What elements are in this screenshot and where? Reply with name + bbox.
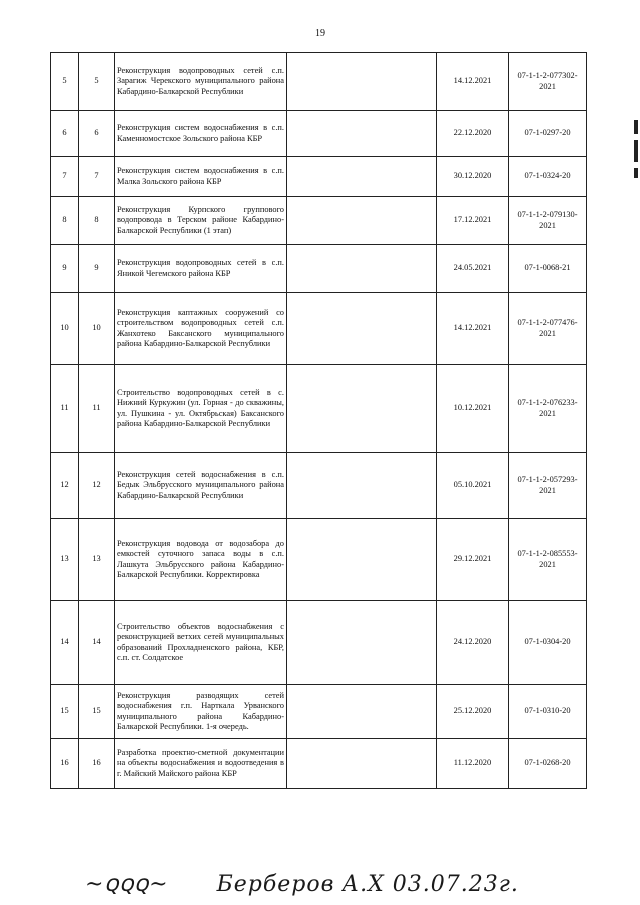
date-cell: 11.12.2020 xyxy=(437,739,509,789)
row-index-cell: 5 xyxy=(79,53,115,111)
signature-text: Берберов А.Х 03.07.23г. xyxy=(216,872,519,897)
expertise-code-cell: 07-1-0310-20 xyxy=(509,685,587,739)
object-description-cell: Реконструкция систем водоснабжения в с.п. Малка Зольского района КБР xyxy=(115,157,287,197)
date-cell: 30.12.2020 xyxy=(437,157,509,197)
blank-cell xyxy=(287,601,437,685)
expertise-code-cell: 07-1-1-2-079130-2021 xyxy=(509,197,587,245)
table-row xyxy=(51,197,587,245)
date-cell: 24.12.2020 xyxy=(437,601,509,685)
table-row xyxy=(51,293,587,365)
row-index-cell: 15 xyxy=(79,685,115,739)
object-description-cell: Реконструкция водопроводных сетей с.п. Зарагиж Черекского муниципального района Кабардино-Балкарской Республики xyxy=(115,53,287,111)
object-description-cell: Реконструкция каптажных сооружений со строительством водопроводных сетей с.п. Жанхотеко Баксанского муниципального района Кабардино-Балкарской Республики xyxy=(115,293,287,365)
row-number-cell: 11 xyxy=(51,365,79,453)
row-index-cell: 7 xyxy=(79,157,115,197)
object-description-cell: Реконструкция водовода от водозабора до емкостей суточного запаса воды в с.п. Лашкута Эльбрусского района Кабардино-Балкарской Республики. Корректировка xyxy=(115,519,287,601)
object-description-cell: Реконструкция водопроводных сетей в с.п. Яникой Чегемского района КБР xyxy=(115,245,287,293)
row-number-cell: 8 xyxy=(51,197,79,245)
row-number-cell: 12 xyxy=(51,453,79,519)
blank-cell xyxy=(287,245,437,293)
object-description-cell: Строительство водопроводных сетей в с. Нижний Куркужин (ул. Горная - до скважины, ул. Пушкина - ул. Октябрьская) Баксанского района Кабардино-Балкарской Республики xyxy=(115,365,287,453)
date-cell: 14.12.2021 xyxy=(437,53,509,111)
object-description-cell: Реконструкция Курпского группового водопровода в Терском районе Кабардино-Балкарской Республики (1 этап) xyxy=(115,197,287,245)
date-cell: 24.05.2021 xyxy=(437,245,509,293)
table-row xyxy=(51,601,587,685)
table-row xyxy=(51,111,587,157)
blank-cell xyxy=(287,197,437,245)
date-cell: 25.12.2020 xyxy=(437,685,509,739)
object-description-cell: Разработка проектно-сметной документации на объекты водоснабжения и водоотведения в г. Майский Майского района КБР xyxy=(115,739,287,789)
table-row xyxy=(51,739,587,789)
blank-cell xyxy=(287,453,437,519)
row-number-cell: 13 xyxy=(51,519,79,601)
registry-table xyxy=(50,52,587,789)
expertise-code-cell: 07-1-1-2-076233-2021 xyxy=(509,365,587,453)
blank-cell xyxy=(287,111,437,157)
blank-cell xyxy=(287,739,437,789)
row-number-cell: 10 xyxy=(51,293,79,365)
table-row xyxy=(51,685,587,739)
expertise-code-cell: 07-1-0268-20 xyxy=(509,739,587,789)
row-index-cell: 14 xyxy=(79,601,115,685)
blank-cell xyxy=(287,519,437,601)
blank-cell xyxy=(287,53,437,111)
blank-cell xyxy=(287,365,437,453)
margin-marks xyxy=(634,120,640,184)
table-row xyxy=(51,519,587,601)
row-number-cell: 16 xyxy=(51,739,79,789)
signature-scribble: ~ꞯꞯꞯ~ xyxy=(85,872,169,897)
blank-cell xyxy=(287,293,437,365)
row-index-cell: 13 xyxy=(79,519,115,601)
row-index-cell: 6 xyxy=(79,111,115,157)
table-row xyxy=(51,453,587,519)
object-description-cell: Реконструкция сетей водоснабжения в с.п. Бедык Эльбрусского муниципального района Кабардино-Балкарской Республики xyxy=(115,453,287,519)
row-index-cell: 16 xyxy=(79,739,115,789)
date-cell: 14.12.2021 xyxy=(437,293,509,365)
table-row xyxy=(51,365,587,453)
date-cell: 10.12.2021 xyxy=(437,365,509,453)
object-description-cell: Реконструкция разводящих сетей водоснабжения г.п. Нарткала Урванского муниципального района Кабардино-Балкарской Республики. 1-я очередь. xyxy=(115,685,287,739)
date-cell: 22.12.2020 xyxy=(437,111,509,157)
blank-cell xyxy=(287,685,437,739)
object-description-cell: Реконструкция систем водоснабжения в с.п. Каменномостское Зольского района КБР xyxy=(115,111,287,157)
expertise-code-cell: 07-1-1-2-077302-2021 xyxy=(509,53,587,111)
row-number-cell: 5 xyxy=(51,53,79,111)
registry-body xyxy=(51,53,587,789)
expertise-code-cell: 07-1-0297-20 xyxy=(509,111,587,157)
blank-cell xyxy=(287,157,437,197)
expertise-code-cell: 07-1-0068-21 xyxy=(509,245,587,293)
row-index-cell: 11 xyxy=(79,365,115,453)
date-cell: 17.12.2021 xyxy=(437,197,509,245)
row-number-cell: 15 xyxy=(51,685,79,739)
expertise-code-cell: 07-1-1-2-057293-2021 xyxy=(509,453,587,519)
row-index-cell: 8 xyxy=(79,197,115,245)
expertise-code-cell: 07-1-0304-20 xyxy=(509,601,587,685)
expertise-code-cell: 07-1-1-2-085553-2021 xyxy=(509,519,587,601)
row-number-cell: 9 xyxy=(51,245,79,293)
row-index-cell: 12 xyxy=(79,453,115,519)
row-number-cell: 7 xyxy=(51,157,79,197)
handwritten-signature xyxy=(85,868,519,898)
row-number-cell: 6 xyxy=(51,111,79,157)
expertise-code-cell: 07-1-1-2-077476-2021 xyxy=(509,293,587,365)
object-description-cell: Строительство объектов водоснабжения с реконструкцией ветхих сетей муниципальных образований Прохладненского района, КБР, с.п. ст. Солдатское xyxy=(115,601,287,685)
table-row xyxy=(51,245,587,293)
row-number-cell: 14 xyxy=(51,601,79,685)
table-row xyxy=(51,53,587,111)
expertise-code-cell: 07-1-0324-20 xyxy=(509,157,587,197)
page-number: 19 xyxy=(315,28,325,39)
date-cell: 29.12.2021 xyxy=(437,519,509,601)
row-index-cell: 9 xyxy=(79,245,115,293)
date-cell: 05.10.2021 xyxy=(437,453,509,519)
table-row xyxy=(51,157,587,197)
row-index-cell: 10 xyxy=(79,293,115,365)
